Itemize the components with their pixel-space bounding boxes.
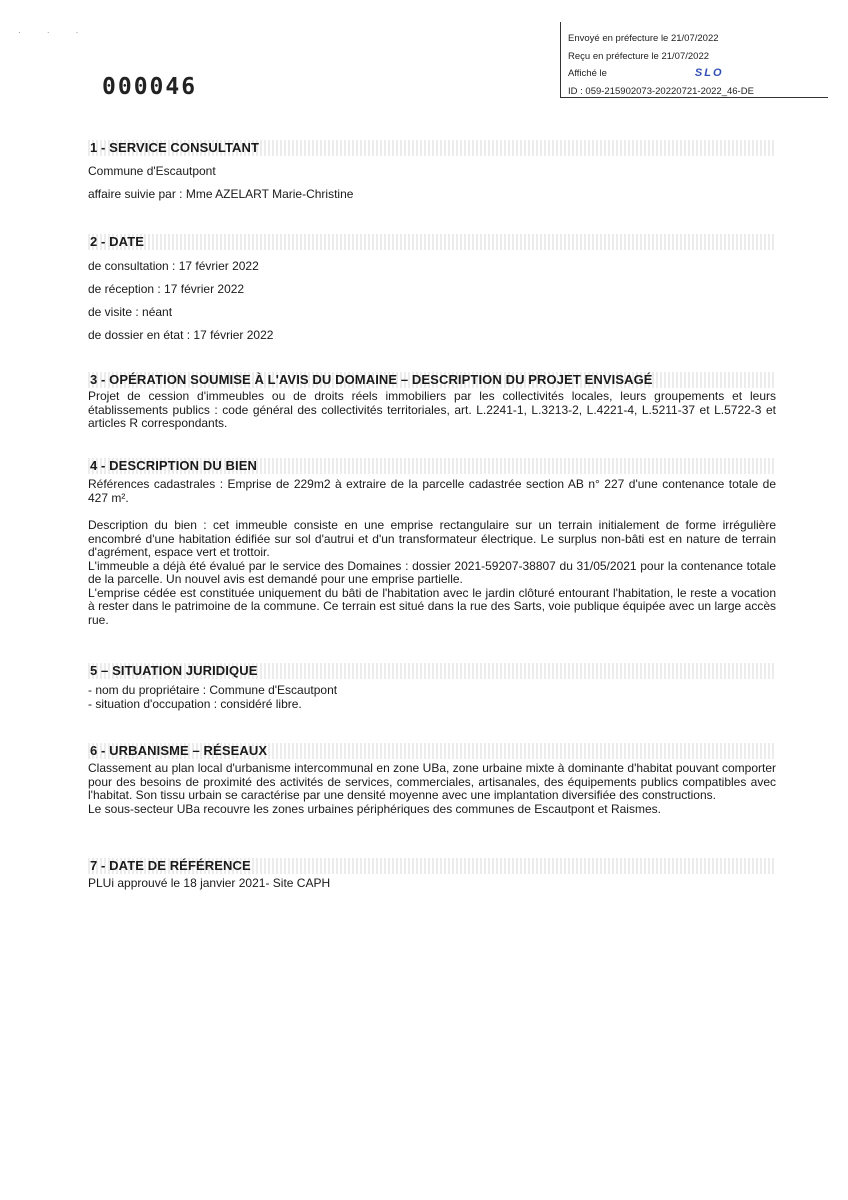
document-number: 000046 xyxy=(102,74,198,100)
text-line: - nom du propriétaire : Commune d'Escautpont xyxy=(88,683,338,697)
paragraph: Références cadastrales : Emprise de 229m2 à extraire de la parcelle cadastrée section AB n° 227 d'une contenance totale de 427 m². xyxy=(88,477,776,505)
text-line: affaire suivie par : Mme AZELART Marie-Christine xyxy=(88,187,354,201)
text-line: - situation d'occupation : considéré libre. xyxy=(88,696,302,711)
paragraph: L'emprise cédée est constituée uniquement du bâti de l'habitation avec le jardin clôturé entourant l'habitation, le reste a vocation à rester dans le patrimoine de la commune. Ce terrain est situé dans la rue des Sarts, voie publique équipée avec un large accès rue. xyxy=(88,585,776,627)
text-line: de dossier en état : 17 février 2022 xyxy=(88,328,274,342)
section-title: 4 - DESCRIPTION DU BIEN xyxy=(88,456,776,475)
text-line: Commune d'Escautpont xyxy=(88,164,216,178)
section-situation-juridique xyxy=(88,661,776,711)
stamp-received: Reçu en préfecture le 21/07/2022 xyxy=(568,50,710,62)
section-title: 2 - DATE xyxy=(88,232,776,251)
text-line: de visite : néant xyxy=(88,305,173,319)
section-title: 7 - DATE DE RÉFÉRENCE xyxy=(88,856,776,875)
stamp-posted: Affiché le xyxy=(568,68,607,79)
section-date xyxy=(88,232,776,347)
section-title: 5 – SITUATION JURIDIQUE xyxy=(88,661,776,680)
section-description-bien xyxy=(88,456,776,627)
section-service-consultant xyxy=(88,138,776,206)
stamp-posted-row xyxy=(568,65,828,83)
stamp-sent: Envoyé en préfecture le 21/07/2022 xyxy=(568,33,719,44)
section-date-reference xyxy=(88,856,776,891)
prefecture-stamp xyxy=(560,22,828,98)
text-line: de consultation : 17 février 2022 xyxy=(88,259,259,273)
section-operation xyxy=(88,370,776,431)
scan-specks: · · · xyxy=(18,28,91,37)
section-title: 6 - URBANISME – RÉSEAUX xyxy=(88,741,776,760)
paragraph: Le sous-secteur UBa recouvre les zones urbaines périphériques des communes de Escautpont et Raismes. xyxy=(88,801,661,816)
stamp-id: ID : 059-215902073-20220721-2022_46-DE xyxy=(568,85,754,97)
section-urbanisme xyxy=(88,741,776,816)
paragraph: Projet de cession d'immeubles ou de droits réels immobiliers par les collectivités locales, leurs groupements et leurs établissements publics : code général des collectivités territoriales, art. L.2241-1, L.3213-2, L.4221-4, L.5211-37 et L.5722-3 et articles R correspondants. xyxy=(88,389,776,430)
text-line: de réception : 17 février 2022 xyxy=(88,282,245,296)
paragraph: L'immeuble a déjà été évalué par le service des Domaines : dossier 2021-59207-38807 du 31/05/2021 pour la contenance totale de la parcelle. Un nouvel avis est demandé pour une emprise partielle. xyxy=(88,558,776,586)
text-line: PLUi approuvé le 18 janvier 2021- Site CAPH xyxy=(88,876,331,890)
section-title: 3 - OPÉRATION SOUMISE À L'AVIS DU DOMAINE – DESCRIPTION DU PROJET ENVISAGÉ xyxy=(88,370,776,389)
paragraph: Description du bien : cet immeuble consiste en une emprise rectangulaire sur un terrain initialement de forme irrégulière encombré d'une habitation édifiée sur sol d'autrui et d'un transformateur électrique. Le surplus non-bâti est en nature de terrain d'agrément, espace vert et trottoir. xyxy=(88,518,776,559)
section-title: 1 - SERVICE CONSULTANT xyxy=(88,138,776,157)
paragraph: Classement au plan local d'urbanisme intercommunal en zone UBa, zone urbaine mixte à dominante d'habitat pouvant comporter pour des besoins de proximité des activités de services, commerciales, artisanales, des équipements publics compatibles avec l'habitat. Son tissu urbain se caractérise par une densité moyenne avec une implantation diversifiée des constructions. xyxy=(88,761,776,802)
stamp-signature: SLO xyxy=(694,67,724,79)
